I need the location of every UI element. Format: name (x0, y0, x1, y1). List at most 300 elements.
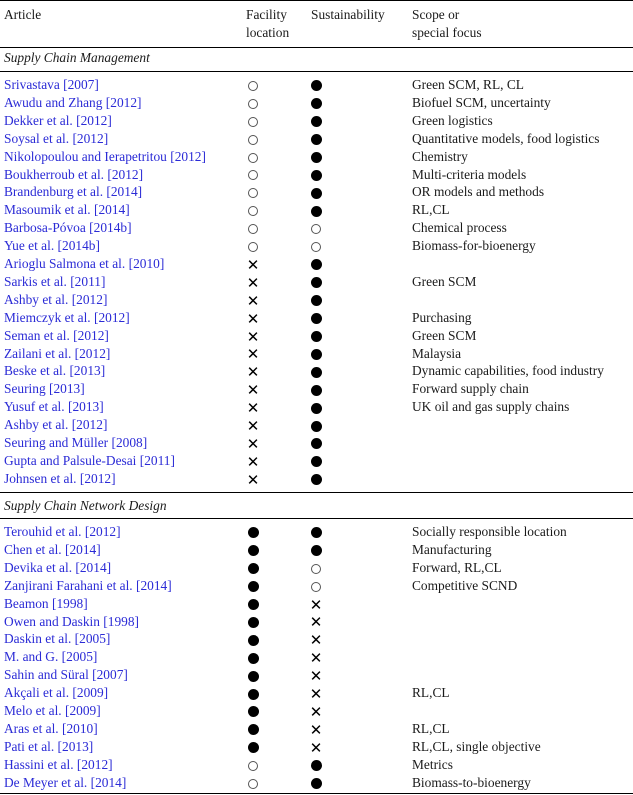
article-cell (4, 630, 110, 648)
article-cell (4, 452, 175, 470)
citation-year-link[interactable]: 2012 (89, 524, 117, 539)
article-cell (4, 738, 93, 756)
table-row (0, 255, 633, 273)
article-cell (4, 577, 172, 595)
citation-year-link[interactable]: 2012 (98, 309, 126, 325)
facility-cross-icon: ✕ (246, 452, 260, 471)
citation-author-link[interactable]: Srivastava (4, 77, 60, 92)
citation-year-link[interactable]: 2011 (144, 452, 171, 468)
article-cell (4, 255, 164, 273)
table-row (0, 577, 633, 595)
citation-author-link[interactable]: Sahin and Süral (4, 667, 89, 683)
citation-bracket: [ (71, 345, 80, 361)
facility-cell (244, 237, 262, 255)
citation-year-link[interactable]: 2014 (79, 559, 107, 575)
citation-author-link[interactable]: Pati et al. (4, 738, 55, 754)
citation-author-link[interactable]: Seuring and Müller (4, 435, 109, 450)
article-cell (4, 112, 112, 130)
facility-filled-circle-icon (248, 599, 259, 610)
facility-cross-icon: ✕ (246, 434, 260, 453)
top-rule (0, 0, 633, 1)
facility-cell (244, 183, 262, 201)
facility-cell (244, 666, 262, 684)
citation-bracket: ] (201, 148, 206, 164)
citation-author-link[interactable]: Awudu and Zhang (4, 94, 103, 110)
scope-cell: Green logistics (412, 112, 493, 128)
citation-year-link[interactable]: 2012 (76, 417, 103, 433)
citation-bracket: [ (59, 77, 68, 92)
sustainability-filled-circle-icon (311, 778, 322, 789)
mid-rule (0, 492, 633, 493)
citation-year-link[interactable]: 2012 (77, 327, 105, 343)
sustainability-cell (307, 738, 325, 757)
citation-bracket: [ (125, 256, 134, 271)
citation-bracket: [ (69, 685, 77, 701)
citation-bracket: [ (166, 148, 175, 164)
sustainability-filled-circle-icon (311, 116, 322, 127)
facility-empty-circle-icon (248, 81, 258, 91)
citation-author-link[interactable]: Daskin et al. (4, 631, 72, 647)
table-row (0, 201, 633, 219)
citation-bracket: ] (105, 631, 111, 647)
scope-cell: Metrics (412, 756, 453, 772)
table-row (0, 452, 633, 470)
table-row (0, 774, 633, 792)
table-row (0, 237, 633, 255)
sustainability-filled-circle-icon (311, 438, 322, 449)
citation-author-link[interactable]: Devika et al. (4, 559, 73, 575)
facility-cell (244, 309, 262, 328)
citation-author-link[interactable]: Brandenburg et al. (4, 184, 104, 200)
table-row (0, 595, 633, 613)
citation-bracket: ] (96, 541, 101, 557)
facility-empty-circle-icon (248, 761, 258, 771)
citation-author-link[interactable]: Yusuf et al. (4, 399, 65, 415)
table-row (0, 416, 633, 434)
sustainability-cross-icon: ✕ (309, 631, 323, 650)
citation-bracket: ] (95, 238, 100, 254)
citation-year-link[interactable]: 2010 (66, 720, 94, 736)
table-row (0, 613, 633, 631)
citation-bracket: ] (111, 470, 116, 486)
citation-author-link[interactable]: Yue et al. (4, 238, 55, 254)
facility-cell (244, 648, 262, 666)
citation-bracket: ] (102, 417, 108, 433)
sustainability-cell (307, 756, 325, 774)
citation-author-link[interactable]: Soysal et al. (4, 130, 70, 146)
facility-filled-circle-icon (248, 742, 259, 753)
scope-cell: RL,CL, single objective (412, 738, 541, 754)
citation-bracket: ] (106, 559, 112, 575)
table-row (0, 148, 633, 166)
citation-year-link[interactable]: 2012 (76, 130, 104, 146)
citation-author-link[interactable]: Hassini et al. (4, 756, 74, 772)
citation-bracket: ] (96, 703, 101, 718)
citation-author-link[interactable]: Sarkis et al. (4, 273, 67, 289)
facility-cell (244, 130, 262, 148)
citation-bracket: ] (127, 220, 132, 236)
citation-year-link[interactable]: 2013 (73, 363, 101, 379)
scope-cell: Manufacturing (412, 541, 492, 557)
facility-filled-circle-icon (248, 689, 259, 700)
citation-bracket: [ (54, 238, 63, 254)
scope-cell: UK oil and gas supply chains (412, 399, 570, 415)
citation-bracket: [ (87, 774, 96, 790)
citation-bracket: [ (99, 613, 108, 629)
sustainability-filled-circle-icon (311, 152, 322, 163)
sustainability-cell (307, 702, 325, 721)
citation-author-link[interactable]: Dekker et al. (4, 112, 73, 128)
facility-cell (244, 273, 262, 292)
facility-cell (244, 630, 262, 648)
citation-year-link[interactable]: 2014b (93, 220, 128, 236)
citation-bracket: [ (88, 667, 97, 683)
citation-year-link[interactable]: 2012 (174, 148, 202, 164)
citation-author-link[interactable]: Beamon (4, 595, 49, 611)
citation-author-link[interactable]: Barbosa-Póvoa (4, 220, 86, 236)
citation-author-link[interactable]: Arioglu Salmona et al. (4, 256, 126, 271)
citation-author-link[interactable]: Gupta and Palsule-Desai (4, 452, 137, 468)
facility-cell (244, 738, 262, 756)
article-cell (4, 720, 98, 738)
facility-cell (244, 613, 262, 631)
table-row (0, 380, 633, 398)
citation-year-link[interactable]: 2005 (79, 631, 106, 647)
facility-cross-icon: ✕ (246, 291, 260, 310)
citation-author-link[interactable]: Owen and Daskin (4, 613, 100, 629)
citation-year-link[interactable]: 2009 (76, 685, 104, 701)
facility-cell (244, 112, 262, 130)
citation-author-link[interactable]: Terouhid et al. (4, 524, 82, 539)
table-row (0, 112, 633, 130)
article-cell (4, 273, 105, 291)
scope-cell: Green SCM, RL, CL (412, 77, 524, 92)
bottom-rule (0, 793, 633, 794)
facility-empty-circle-icon (248, 153, 258, 163)
facility-cross-icon: ✕ (246, 399, 260, 418)
table-row (0, 183, 633, 201)
citation-bracket: ] (100, 363, 106, 379)
facility-cell (244, 76, 262, 94)
sustainability-cell (307, 201, 325, 219)
citation-bracket: [ (81, 524, 90, 539)
facility-cross-icon: ✕ (246, 327, 260, 346)
sustainability-empty-circle-icon (311, 242, 321, 252)
article-cell (4, 666, 128, 684)
facility-filled-circle-icon (248, 545, 259, 556)
sustainability-filled-circle-icon (311, 474, 322, 485)
facility-cell (244, 345, 262, 364)
citation-year-link[interactable]: 2012 (110, 94, 138, 110)
section-title-scnd: Supply Chain Network Design (4, 498, 167, 513)
facility-cross-icon: ✕ (246, 345, 260, 364)
table-row (0, 362, 633, 380)
citation-author-link[interactable]: Ashby et al. (4, 291, 69, 307)
article-cell (4, 76, 99, 94)
article-cell (4, 345, 110, 363)
article-cell (4, 201, 130, 219)
facility-cross-icon: ✕ (246, 363, 260, 382)
sustainability-cell (307, 666, 325, 685)
citation-bracket: ] (103, 685, 109, 701)
facility-empty-circle-icon (248, 135, 258, 145)
citation-author-link[interactable]: M. and G. (4, 649, 59, 665)
facility-cell (244, 595, 262, 613)
sustainability-cell (307, 255, 325, 273)
scope-cell: Competitive SCND (412, 577, 518, 593)
table-row (0, 666, 633, 684)
article-cell (4, 774, 126, 792)
citation-author-link[interactable]: Beske et al. (4, 363, 67, 379)
sustainability-filled-circle-icon (311, 295, 322, 306)
sustainability-empty-circle-icon (311, 224, 321, 234)
sustainability-filled-circle-icon (311, 456, 322, 467)
sustainability-cross-icon: ✕ (309, 667, 323, 686)
table-row (0, 756, 633, 774)
citation-bracket: ] (125, 202, 130, 218)
citation-bracket: [ (73, 756, 82, 772)
section-rule-scm (0, 71, 633, 72)
article-cell (4, 613, 139, 631)
facility-cell (244, 166, 262, 184)
citation-year-link[interactable]: 2012 (79, 345, 106, 361)
citation-author-link[interactable]: Ashby et al. (4, 417, 69, 433)
citation-year-link[interactable]: 2014 (98, 202, 126, 218)
citation-year-link[interactable]: 2010 (133, 256, 160, 271)
citation-author-link[interactable]: Zanjirani Farahani et al. (4, 577, 133, 593)
article-cell (4, 94, 142, 112)
table-row (0, 684, 633, 702)
sustainability-cell (307, 523, 325, 541)
citation-author-link[interactable]: Akçali et al. (4, 685, 70, 701)
header-rule (0, 47, 633, 48)
sustainability-cell (307, 380, 325, 398)
citation-year-link[interactable]: 2012 (76, 291, 103, 307)
header-scope-line2: special focus (412, 25, 482, 40)
table-row (0, 76, 633, 94)
facility-cross-icon: ✕ (246, 381, 260, 400)
citation-bracket: ] (105, 345, 111, 361)
citation-bracket: [ (66, 363, 74, 379)
table-row (0, 130, 633, 148)
citation-bracket: [ (71, 631, 80, 647)
citation-year-link[interactable]: 2014 (69, 541, 97, 557)
citation-year-link[interactable]: 2007 (96, 667, 124, 683)
article-cell (4, 702, 101, 720)
citation-year-link[interactable]: 2014b (62, 238, 96, 254)
scope-cell: Green SCM (412, 327, 477, 343)
facility-cross-icon: ✕ (246, 417, 260, 436)
header-scope-line1: Scope or (412, 7, 460, 22)
facility-filled-circle-icon (248, 563, 259, 574)
facility-cell (244, 362, 262, 381)
sustainability-cell (307, 345, 325, 363)
citation-year-link[interactable]: 2012 (80, 112, 108, 128)
citation-year-link[interactable]: 1998 (107, 613, 135, 629)
citation-author-link[interactable]: Johnsen et al. (4, 470, 77, 486)
citation-year-link[interactable]: 2013 (53, 381, 81, 397)
article-cell (4, 648, 97, 666)
citation-author-link[interactable]: Seuring (4, 381, 46, 397)
sustainability-empty-circle-icon (311, 582, 321, 592)
scope-cell: OR models and methods (412, 184, 545, 200)
facility-cross-icon: ✕ (246, 470, 260, 489)
article-cell (4, 148, 206, 166)
article-cell (4, 523, 121, 541)
article-cell (4, 398, 104, 416)
scope-cell: Biomass-to-bioenergy (412, 774, 531, 790)
table-row (0, 219, 633, 237)
citation-bracket: [ (69, 327, 78, 343)
sustainability-cell (307, 237, 325, 255)
citation-author-link[interactable]: Aras et al. (4, 720, 59, 736)
table-row (0, 166, 633, 184)
citation-year-link[interactable]: 2014 (95, 774, 122, 790)
facility-filled-circle-icon (248, 617, 259, 628)
facility-cell (244, 756, 262, 774)
citation-year-link[interactable]: 2014 (140, 577, 168, 593)
citation-author-link[interactable]: Boukherroub et al. (4, 166, 105, 182)
citation-year-link[interactable]: 2008 (115, 435, 143, 450)
citation-bracket: ] (100, 273, 106, 289)
facility-cell (244, 720, 262, 738)
citation-author-link[interactable]: Nikolopoulou and Ierapetritou (4, 148, 167, 164)
citation-year-link[interactable]: 2007 (67, 77, 95, 92)
citation-author-link[interactable]: Seman et al. (4, 327, 70, 343)
sustainability-filled-circle-icon (311, 385, 322, 396)
citation-author-link[interactable]: Chen et al. (4, 541, 62, 557)
citation-bracket: [ (58, 649, 67, 665)
sustainability-filled-circle-icon (311, 331, 322, 342)
citation-year-link[interactable]: 2012 (81, 756, 109, 772)
article-cell (4, 756, 113, 774)
table-row (0, 648, 633, 666)
citation-bracket: [ (61, 703, 70, 718)
sustainability-cell (307, 273, 325, 291)
article-cell (4, 684, 108, 702)
citation-year-link[interactable]: 1998 (56, 595, 84, 611)
scope-cell: Biomass-for-bioenergy (412, 238, 536, 254)
facility-filled-circle-icon (248, 635, 259, 646)
citation-bracket: ] (170, 452, 175, 468)
sustainability-cross-icon: ✕ (309, 649, 323, 668)
table-row (0, 470, 633, 488)
facility-cell (244, 416, 262, 435)
citation-bracket: [ (72, 559, 80, 575)
sustainability-filled-circle-icon (311, 421, 322, 432)
scope-cell: Purchasing (412, 309, 472, 325)
citation-bracket: ] (125, 309, 130, 325)
section-title-scm: Supply Chain Management (4, 50, 150, 65)
table-row (0, 434, 633, 452)
scope-cell: Chemistry (412, 148, 468, 164)
table-row (0, 291, 633, 309)
citation-bracket: ] (104, 327, 109, 343)
facility-cell (244, 255, 262, 274)
citation-bracket: ] (137, 94, 142, 110)
citation-bracket: [ (72, 112, 81, 128)
table-row (0, 309, 633, 327)
citation-year-link[interactable]: 2012 (84, 470, 112, 486)
facility-filled-circle-icon (248, 527, 259, 538)
table-row (0, 630, 633, 648)
citation-year-link[interactable]: 2009 (69, 703, 97, 718)
citation-bracket: ] (108, 756, 113, 772)
citation-bracket: [ (48, 595, 57, 611)
sustainability-filled-circle-icon (311, 80, 322, 91)
citation-bracket: ] (137, 184, 143, 200)
scope-cell: Dynamic capabilities, food industry (412, 363, 604, 379)
citation-year-link[interactable]: 2012 (111, 166, 139, 182)
citation-bracket: [ (104, 166, 112, 182)
citation-bracket: ] (92, 649, 98, 665)
sustainability-cell (307, 130, 325, 148)
article-cell (4, 470, 116, 488)
article-cell (4, 219, 132, 237)
facility-cell (244, 541, 262, 559)
citation-bracket: [ (85, 220, 94, 236)
article-cell (4, 130, 108, 148)
citation-year-link[interactable]: 2014 (110, 184, 138, 200)
sustainability-cell (307, 112, 325, 130)
citation-bracket: ] (167, 577, 172, 593)
article-cell (4, 541, 101, 559)
header-facility-line2: location (246, 25, 290, 40)
citation-bracket: [ (68, 417, 77, 433)
citation-author-link[interactable]: Miemczyk et al. (4, 309, 91, 325)
sustainability-filled-circle-icon (311, 760, 322, 771)
sustainability-cell (307, 183, 325, 201)
sustainability-filled-circle-icon (311, 98, 322, 109)
citation-bracket: [ (61, 541, 70, 557)
facility-cell (244, 434, 262, 453)
citation-bracket: [ (45, 381, 54, 397)
citation-author-link[interactable]: Masoumik et al. (4, 202, 91, 218)
facility-empty-circle-icon (248, 779, 258, 789)
citation-bracket: ] (123, 667, 128, 683)
article-cell (4, 291, 107, 309)
sustainability-empty-circle-icon (311, 564, 321, 574)
citation-bracket: ] (134, 613, 140, 629)
citation-bracket: ] (142, 435, 148, 450)
facility-filled-circle-icon (248, 671, 259, 682)
sustainability-cell (307, 309, 325, 327)
citation-bracket: [ (108, 435, 116, 450)
facility-cross-icon: ✕ (246, 255, 260, 274)
sustainability-filled-circle-icon (311, 170, 322, 181)
citation-year-link[interactable]: 2013 (72, 399, 100, 415)
citation-year-link[interactable]: 2005 (66, 649, 93, 665)
sustainability-cross-icon: ✕ (309, 595, 323, 614)
sustainability-cell (307, 613, 325, 632)
facility-filled-circle-icon (248, 724, 259, 735)
facility-cell (244, 577, 262, 595)
sustainability-cell (307, 76, 325, 94)
table-row (0, 523, 633, 541)
citation-author-link[interactable]: De Meyer et al. (4, 774, 88, 790)
citation-bracket: [ (90, 309, 99, 325)
table-row (0, 720, 633, 738)
table-row (0, 345, 633, 363)
citation-year-link[interactable]: 2011 (74, 273, 101, 289)
citation-year-link[interactable]: 2013 (62, 738, 89, 754)
facility-cell (244, 94, 262, 112)
facility-cell (244, 470, 262, 489)
citation-author-link[interactable]: Melo et al. (4, 703, 62, 718)
table-row (0, 94, 633, 112)
citation-author-link[interactable]: Zailani et al. (4, 345, 72, 361)
citation-bracket: ] (94, 77, 99, 92)
